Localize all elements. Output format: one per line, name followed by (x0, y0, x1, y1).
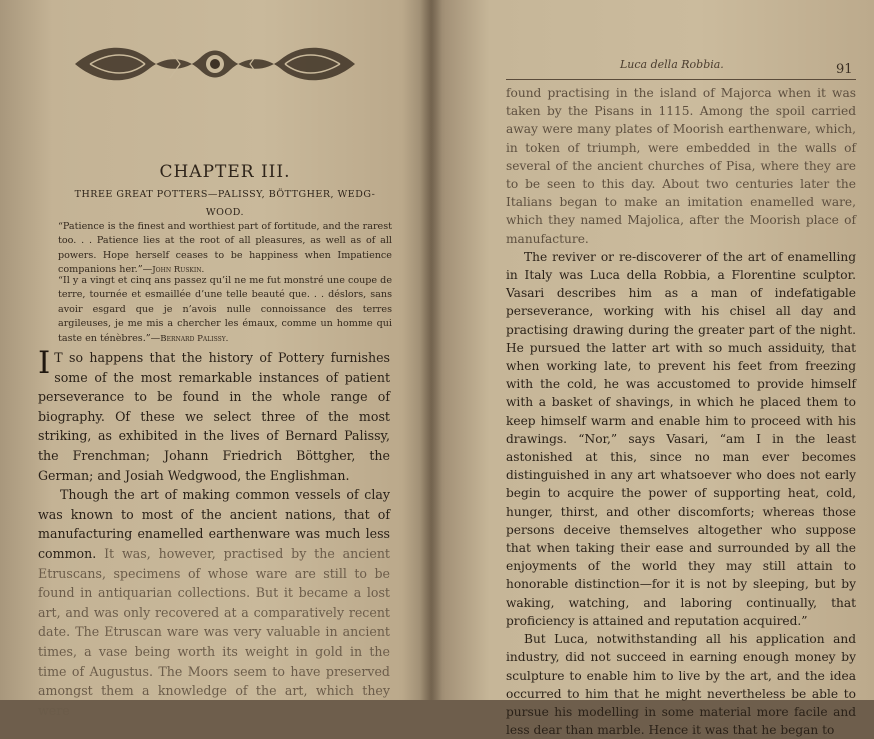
drop-cap: I (38, 345, 51, 381)
epigraph-ruskin-attribution: John Ruskin. (152, 265, 205, 276)
epigraph-ruskin-text: “Patience is the finest and worthiest part of fortitude, and the rarest too. . . Patience lies at the root of all pleasures, as well as of all powers. Hope herself ceases to be happiness when Impatience companions her.”— (58, 221, 392, 276)
paragraph-text: T so happens that the history of Pottery furnishes some of the most remarkable instances of patient perseverance to be found in the whole range of biography. Of these we select three of the most striking, as exhibited in the lives of Bernard Palissy, the Frenchman; Johann Friedrich Böttgher, the German; and Josiah Wedgwood, the Englishman. (38, 350, 390, 483)
paragraph-text: Though the art of making common vessels of clay was known to most of the ancient nations, that of manufacturing enamelled earthenware was much less common. (38, 487, 390, 561)
paragraph (38, 485, 390, 720)
epigraph-palissy-attribution: Bernard Palissy. (160, 333, 229, 344)
epigraph-palissy-text: “Il y a vingt et cinq ans passez qu’il ne me fut monstré une coupe de terre, tournée et esmaillée d’une telle beauté que. . . déslors, sans avoir esgard que je n’avois nulle connoissance des terres argileuses, je me mis a chercher les émaux, comme un homme qui taste en ténèbres.”— (58, 275, 392, 344)
paragraph (38, 345, 390, 485)
book-gutter (420, 0, 442, 700)
left-page (0, 0, 430, 718)
paragraph: found practising in the island of Majorca when it was taken by the Pisans in 1115. Among the spoil carried away were many plates of Moorish earthenware, which, in token of triumph, were embedded in the walls of several of the ancient churches of Pisa, where they are to be seen to this day. About two centuries later the Italians began to make an imitation enamelled ware, which they named Majolica, after the Moorish place of manufacture. (506, 86, 856, 246)
header-rule (506, 79, 856, 80)
page-number: 91 (836, 62, 853, 77)
right-page (436, 0, 874, 738)
chapter-heading: CHAPTER III. (159, 162, 291, 182)
paragraph: But Luca, notwithstanding all his application and industry, did not succeed in earning enough money by sculpture to enable him to live by the art, and the idea occurred to him that he might nevertheless be able to pursue his modelling in some material more facile and less dear than marble. Hence it was that he began to (506, 632, 856, 738)
right-body-text (506, 84, 856, 739)
chapter-subtitle: THREE GREAT POTTERS—PALISSY, BÖTTGHER, WEDG-WOOD. (74, 189, 376, 218)
epigraph-ruskin (58, 220, 392, 278)
left-body-text (38, 345, 390, 720)
epigraph-palissy (58, 274, 392, 346)
paragraph: The reviver or re-discoverer of the art of enamelling in Italy was Luca della Robbia, a Florentine sculptor. Vasari describes him as a man of indefatigable perseverance, working with his chisel all day and practising drawing during the greater part of the night. He pursued the latter art with so much assiduity, that when working late, to prevent his feet from freezing with the cold, he was accustomed to provide himself with a basket of shavings, in which he placed them to keep himself warm and enable him to proceed with his drawings. “Nor,” says Vasari, “am I in the least astonished at this, since no man ever becomes distinguished in any art whatsoever who does not early begin to acquire the power of supporting heat, cold, hunger, thirst, and other discomforts; whereas those persons deceive themselves altogether who suppose that when taking their ease and surrounded by all the enjoyments of the world they may still attain to honorable distinction—for it is not by sleeping, but by waking, watching, and laboring continually, that proficiency is attained and reputation acquired.” (506, 249, 856, 628)
running-head: Luca della Robbia. (620, 58, 724, 71)
decorative-ornament-headpiece (70, 38, 360, 90)
paragraph-text-faded: It was, however, practised by the ancient Etruscans, specimens of whose ware are still to be found in antiquarian collections. But it became a lost art, and was only recovered at a comparatively recent date. The Etruscan ware was very valuable in ancient times, a vase being worth its weight in gold in the time of Augustus. The Moors seem to have preserved amongst them a knowledge of the art, which they were (38, 545, 390, 718)
